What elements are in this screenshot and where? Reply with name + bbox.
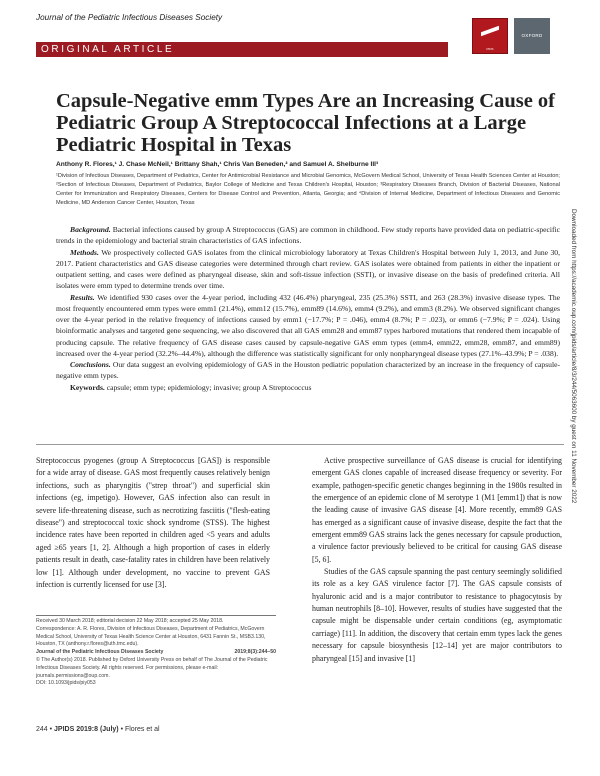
article-type-banner: ORIGINAL ARTICLE [36,42,448,57]
abstract-conclusions: Conclusions. Our data suggest an evolving epidemiology of GAS in the Houston pediatric population characterized by an increase in the frequency of capsule-negative emm types. [56,360,560,381]
article-title: Capsule-Negative emm Types Are an Increasing Cause of Pediatric Group A Streptococcal Infections at a Large Pediatric Hospital in Texas [56,90,556,156]
society-logo-icon [481,26,499,45]
download-notice-text: Downloaded from https://academic.oup.com/jpids/article/8/3/244/5063600 by guest on 11 November 2022 [570,209,577,504]
notes-divider [36,615,276,616]
body-column-left [36,455,270,591]
society-logo-text: PIDS [486,47,494,51]
abstract-background: Background. Bacterial infections caused by group A Streptococcus (GAS) are common in childhood. Few study reports have provided data on pediatric-specific trends in the epidemiology and bacterial strain characteristics of GAS infections. [56,225,560,246]
oxford-logo: OXFORD [514,18,550,54]
footer-authors: Flores et al [124,726,160,733]
correspondence: Correspondence: A. R. Flores, Division of Infectious Diseases, Department of Pediatrics, McGovern Medical School, University of Texas Health Science Center at Houston, 6431 Fannin St., MSB3.130, Houston, TX (anthony.r.flores@uth.tmc.edu). [36,625,266,648]
author-list: Anthony R. Flores,¹ J. Chase McNeil,¹ Brittany Shah,¹ Chris Van Beneden,² and Samuel A. Shelburne III³ [56,161,379,168]
abstract-methods: Methods. We prospectively collected GAS isolates from the clinical microbiology laboratory at Texas Children's Hospital between July 1, 2013, and June 30, 2017. Patient characteristics and GAS disease categories were determined through chart review. GAS isolates were obtained from patients in either the inpatient or outpatient setting, and cases were defined as pharyngeal disease, skin and soft-tissue infection (SSTI), or invasive disease on the basis of predefined criteria. All isolates were emm typed to determine trends over time. [56,247,560,291]
page-number: 244 [36,726,48,733]
body-paragraph-1: Active prospective surveillance of GAS disease is crucial for identifying emergent GAS clones capable of increased disease frequency or severity. For example, pathogen-specific genetic changes beginning in the 1980s resulted in the emergence of an epidemic clone of M serotype 1 (M1 [emm1]) that is now the leading cause of invasive GAS disease [4]. More recently, emm89 GAS has emerged as a significant cause of invasive disease, despite the fact that the emergent emm89 GAS strains lack the genes necessary for capsule production, a virulence factor previously believed to be critical for causing GAS disease [5, 6]. [312,456,562,564]
journal-citation [36,649,276,657]
journal-citation-volume: 2019;8(3):244–50 [234,649,276,656]
doi: DOI: 10.1093/jpids/piy053 [36,680,96,687]
abstract-results: Results. We identified 930 cases over the 4-year period, including 432 (46.4%) pharyngeal, 235 (25.3%) SSTI, and 263 (28.3%) invasive disease types. The most frequently encountered emm types were emm1 (21.4%), emm12 (15.7%), emm89 (14.6%), emm4 (9.2%), and emm3 (8.2%). We observed significant changes over the 4-year period in the relative frequency of infections caused by emm1 (−17.7%; P = .046), emm4 (8.7%; P = .023), or emm6 (−7.9%; P = .024). Using bioinformatic analyses and targeted gene sequencing, we also discovered that all GAS emm28 and emm87 types harbored mutations that rendered them incapable of producing capsule. The relative frequency of GAS disease cases caused by capsule-negative GAS emm types (emm4, emm22, emm28, emm87, and emm89) increased over the 4-year period (32.2%–44.4%), although the difference was statistically significant for only nonpharyngeal disease types (27.1%–43.9%; P = .038). [56,292,560,358]
section-divider [36,444,564,445]
abstract-keywords: Keywords. capsule; emm type; epidemiology; invasive; group A Streptococcus [70,382,312,392]
body-paragraph-2: Studies of the GAS capsule spanning the past century seemingly solidified its role as a key GAS virulence factor [7]. The GAS capsule consists of hyaluronic acid and is a major contributor to resistance to phagocytosis by human neutrophils [8–10]. However, results of studies have suggested that the capsule might be dispensable under certain conditions (eg, asymptomatic carriage) [11]. In addition, the discovery that certain emm types lack the genes necessary for capsule biosynthesis [12–14] yet are major contributors to pharyngeal [15] and invasive [1] [312,567,562,663]
footer-journal: JPIDS 2019:8 (July) [54,726,119,733]
journal-citation-name: Journal of the Pediatric Infectious Diseases Society [36,649,164,656]
intro-paragraph: Streptococcus pyogenes (group A Streptococcus [GAS]) is responsible for a wide array of disease. GAS most frequently causes relatively benign infections, such as pharyngitis ("strep throat") and superficial skin infections (eg, impetigo). However, GAS infection also can result in severe life-threatening disease, such as necrotizing fasciitis ("flesh-eating disease") and streptococcal toxic shock syndrome (STSS). The highest incidence rates have been reported in children aged <5 years and adults aged ≥65 years [1, 2]. Although a high proportion of cases in elderly patients result in death, case-fatality rates in children have been relatively low [1]. Although under development, no vaccine to prevent GAS infection is currently licensed for use [3]. [36,456,270,590]
received-dates: Received 30 March 2018; editorial decision 22 May 2018; accepted 25 May 2018. [36,618,224,624]
body-column-right [312,455,562,665]
society-logo [472,18,508,54]
journal-name: Journal of the Pediatric Infectious Diseases Society [36,13,223,22]
page-footer: 244 • JPIDS 2019:8 (July) • Flores et al [36,726,160,733]
download-notice [568,209,578,645]
abstract [56,224,560,393]
affiliations: ¹Division of Infectious Diseases, Department of Pediatrics, Center for Antimicrobial Resistance and Microbial Genomics, McGovern Medical School, University of Texas Health Sciences Center at Houston; ²Section of Infectious Diseases, Department of Pediatrics, Baylor College of Medicine and Texas Children's Hospital, Houston; ³Respiratory Diseases Branch, Division of Bacterial Diseases, National Center for Immunization and Respiratory Diseases, Centers for Disease Control and Prevention, Atlanta, Georgia; and ⁴Division of Internal Medicine, Department of Infectious Diseases and Genomic Medicine, MD Anderson Cancer Center, Houston, Texas [56,173,560,207]
article-notes [36,615,276,688]
copyright: © The Author(s) 2018. Published by Oxford University Press on behalf of The Journal of the Pediatric Infectious Diseases Society. All rights reserved. For permissions, please e-mail: journals.permissions@oup.com. [36,656,268,679]
